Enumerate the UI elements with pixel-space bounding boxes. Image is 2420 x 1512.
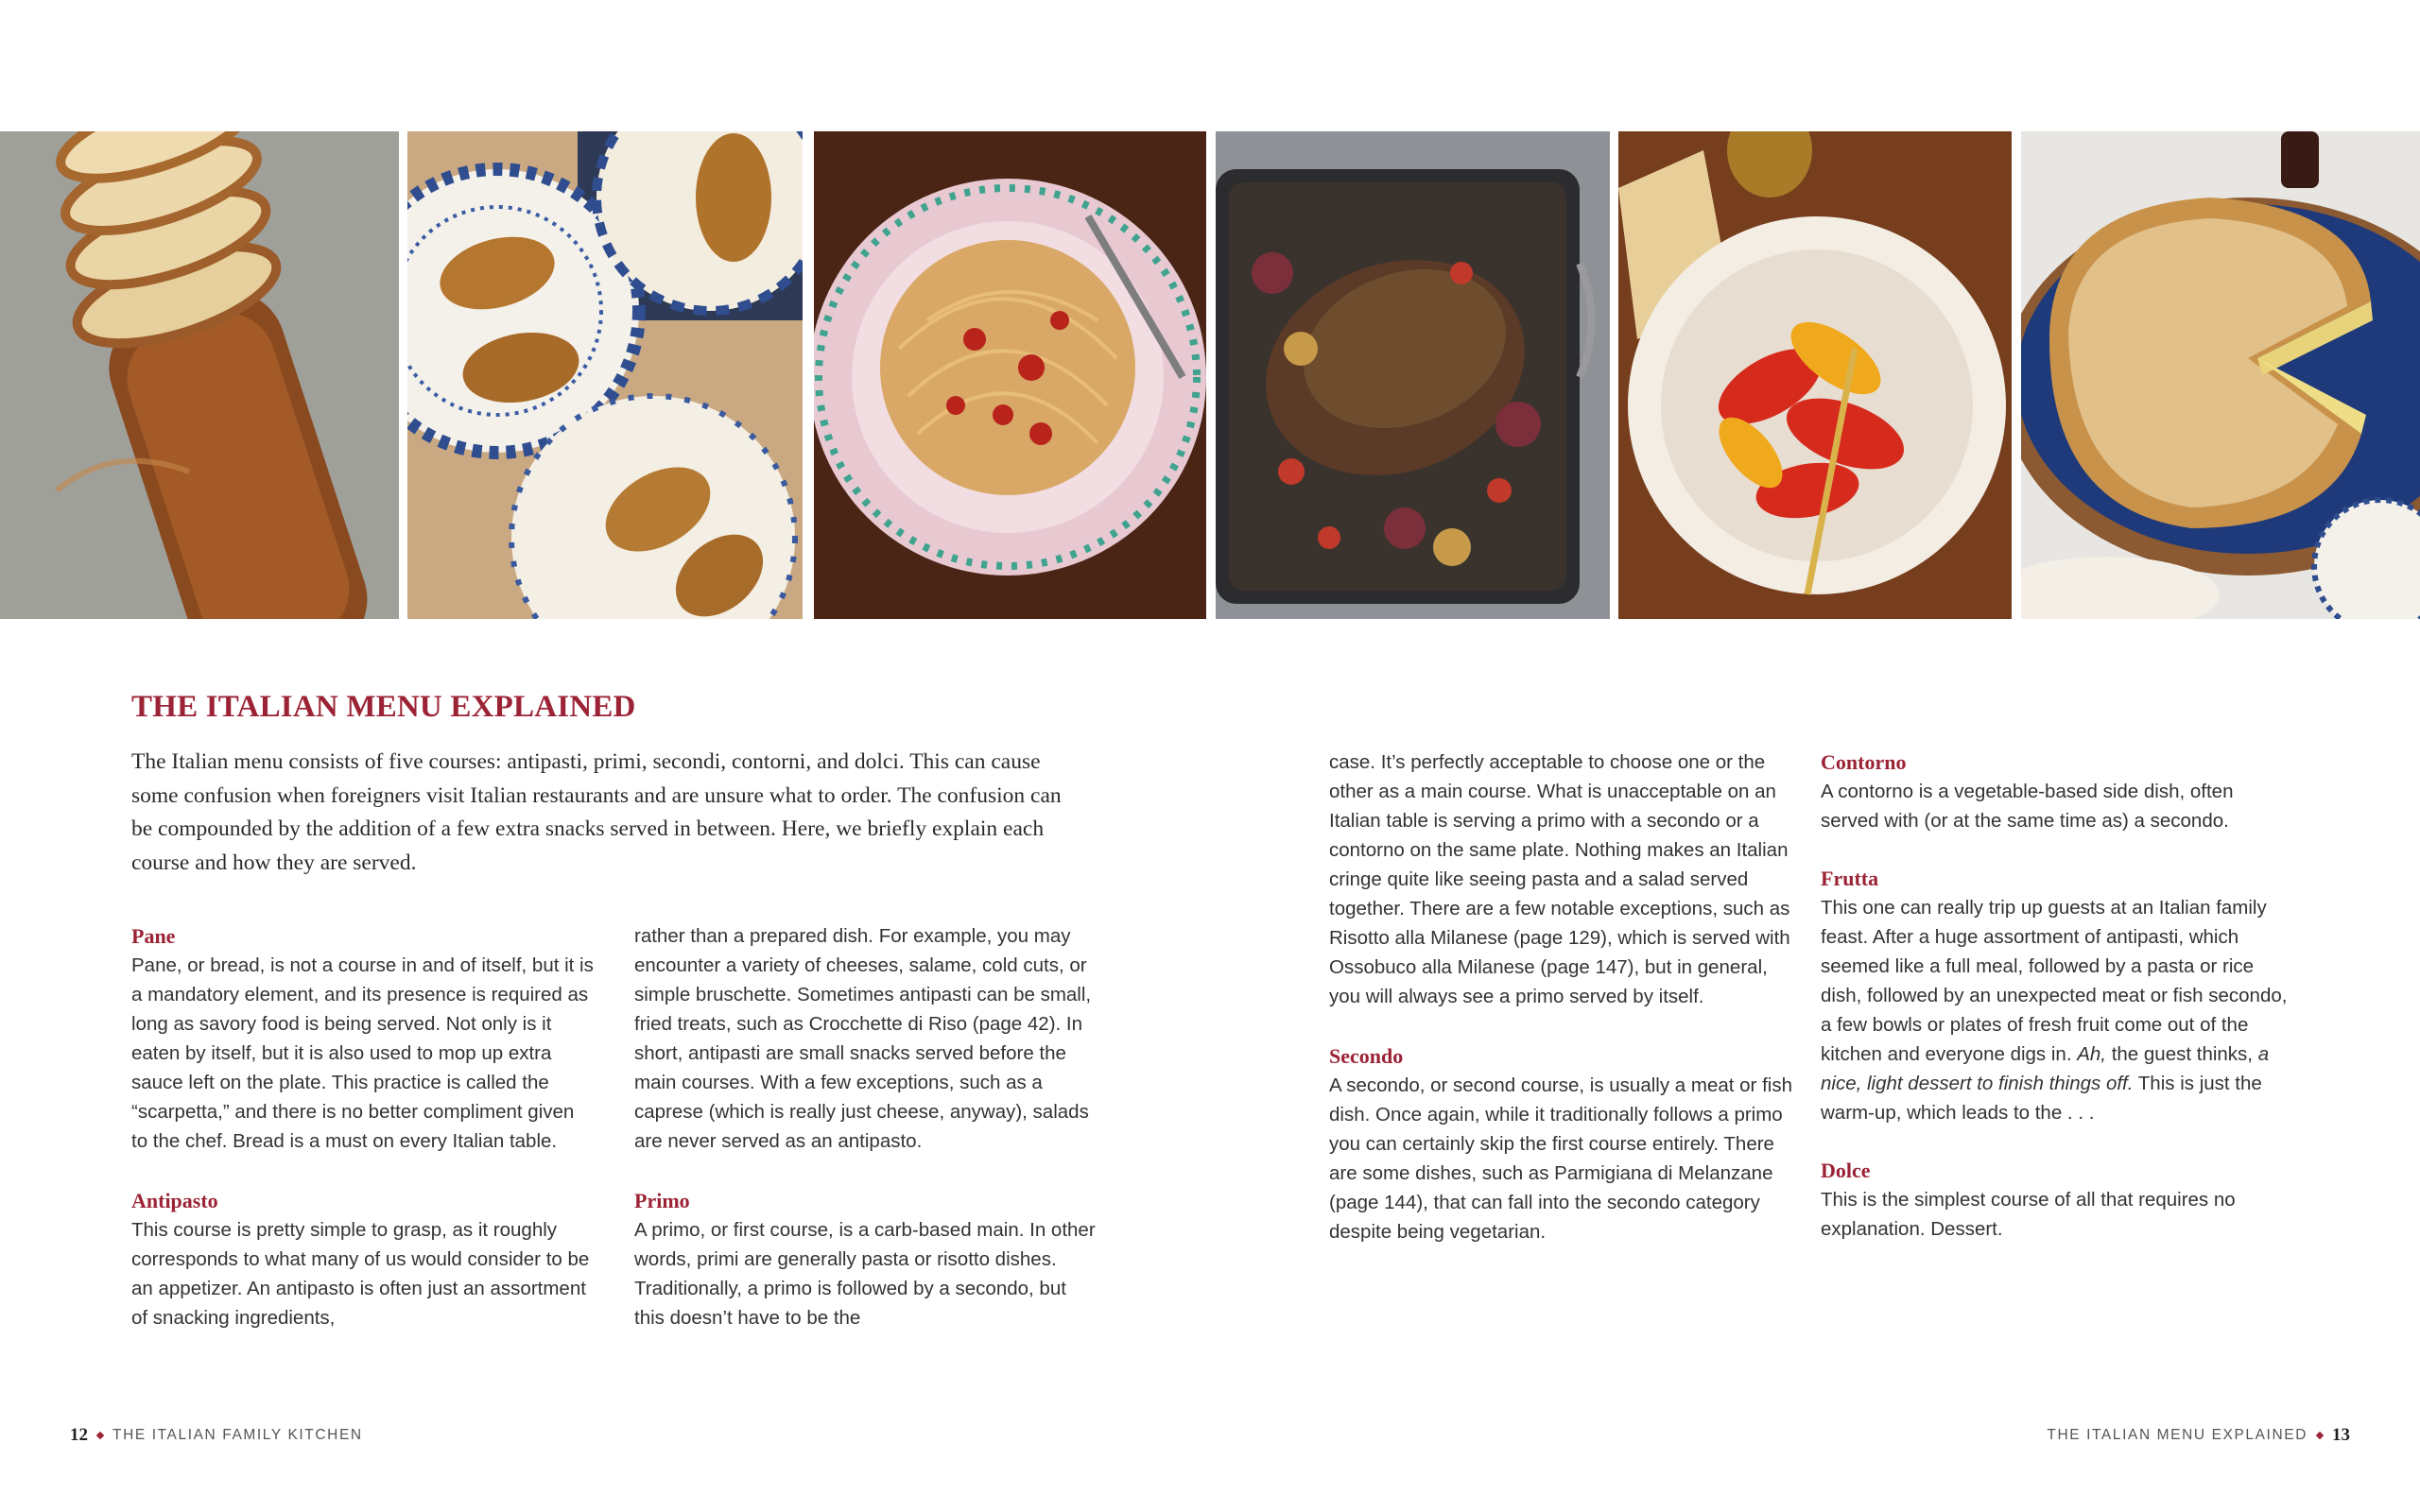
spaghetti-photo (814, 131, 1206, 619)
bread-photo (0, 131, 399, 619)
column-4 (1821, 747, 2293, 1244)
section-body-primo-continued: case. It’s perfectly acceptable to choose one or the other as a main course. What is unacceptable on an Italian table is serving a primo with a secondo or a contorno on the same plate. Nothing makes an Italian cringe quite like seeing pasta and a salad served together. There are a few notable exceptions, such as Risotto alla Milanese (page 129), which is served with Ossobuco alla Milanese (page 147), but in general, you will always see a primo served by itself. (1329, 751, 1790, 1007)
footer-right (2047, 1425, 2350, 1446)
section-body-contorno: A contorno is a vegetable-based side dish, often served with (or at the same time as) a secondo. (1821, 781, 2234, 832)
section-body-pane: Pane, or bread, is not a course in and of itself, but it is a mandatory element, and its presence is required as long as savory food is being served. Not only is it eaten by itself, but it is also used to mop up extra sauce left on the plate. This practice is called the “scarpetta,” and there is no better compliment given to the chef. Bread is a must on every Italian table. (131, 954, 594, 1152)
intro-paragraph: The Italian menu consists of five courses: antipasti, primi, secondi, contorni, and dolci. This can cause some confusion when foreigners visit Italian restaurants and are unsure what to order. The confusion can be compounded by the addition of a few extra snacks served in between. Here, we briefly explain each course and how they are served. (131, 749, 1062, 875)
column-2 (634, 921, 1098, 1332)
page-number-right: 13 (2332, 1425, 2350, 1445)
section-body-secondo: A secondo, or second course, is usually a meat or fish dish. Once again, while it traditionally follows a primo you can certainly skip the first course entirely. There are some dishes, such as Parmigiana di Melanzane (page 144), that can fall into the secondo category despite being vegetarian. (1329, 1074, 1792, 1243)
footer-right-label: THE ITALIAN MENU EXPLAINED (2047, 1427, 2308, 1443)
page-number-left: 12 (70, 1425, 88, 1445)
tart-photo (2021, 131, 2420, 619)
footer-left (70, 1425, 363, 1446)
diamond-icon (2316, 1432, 2324, 1439)
section-body-antipasto: This course is pretty simple to grasp, as it roughly corresponds to what many of us would consider to be an appetizer. An antipasto is often just an assortment of snacking ingredients, (131, 1219, 590, 1329)
page-title: THE ITALIAN MENU EXPLAINED (131, 690, 636, 724)
roast-photo (1216, 131, 1610, 619)
section-heading-secondo: Secondo (1329, 1044, 1404, 1068)
section-heading-pane: Pane (131, 924, 176, 948)
column-1 (131, 921, 595, 1332)
croquettes-photo (407, 131, 803, 619)
section-body-dolce: This is the simplest course of all that requires no explanation. Dessert. (1821, 1189, 2236, 1240)
section-heading-contorno: Contorno (1821, 750, 1907, 774)
photo-strip (0, 131, 2420, 619)
diamond-icon (96, 1432, 104, 1439)
section-body-antipasto-continued: rather than a prepared dish. For example, you may encounter a variety of cheeses, salame, cold cuts, or simple bruschette. Sometimes antipasti can be small, fried treats, such as Crocchette di Riso (page 42). In short, antipasti are small snacks served before the main courses. With a few exceptions, such as a caprese (which is really just cheese, anyway), salads are never served as an antipasto. (634, 925, 1092, 1152)
section-heading-dolce: Dolce (1821, 1159, 1871, 1182)
section-heading-antipasto: Antipasto (131, 1189, 218, 1212)
section-body-frutta: This one can really trip up guests at an Italian family feast. After a huge assortment of antipasti, which seemed like a full meal, followed by a pasta or rice dish, followed by an unexpected meat or fish secondo, a few bowls or plates of fresh fruit come out of the kitchen and everyone digs in. Ah, the guest thinks, a nice, light dessert to finish things off. This is just the warm-up, which leads to the . . . (1821, 897, 2288, 1124)
section-heading-primo: Primo (634, 1189, 690, 1212)
section-body-primo: A primo, or first course, is a carb-based main. In other words, primi are generally pasta or risotto dishes. Traditionally, a primo is followed by a secondo, but this doesn’t have to be the (634, 1219, 1096, 1329)
column-3 (1329, 747, 1802, 1246)
footer-left-label: THE ITALIAN FAMILY KITCHEN (112, 1427, 363, 1443)
peppers-photo (1618, 131, 2012, 619)
section-heading-frutta: Frutta (1821, 867, 1879, 890)
